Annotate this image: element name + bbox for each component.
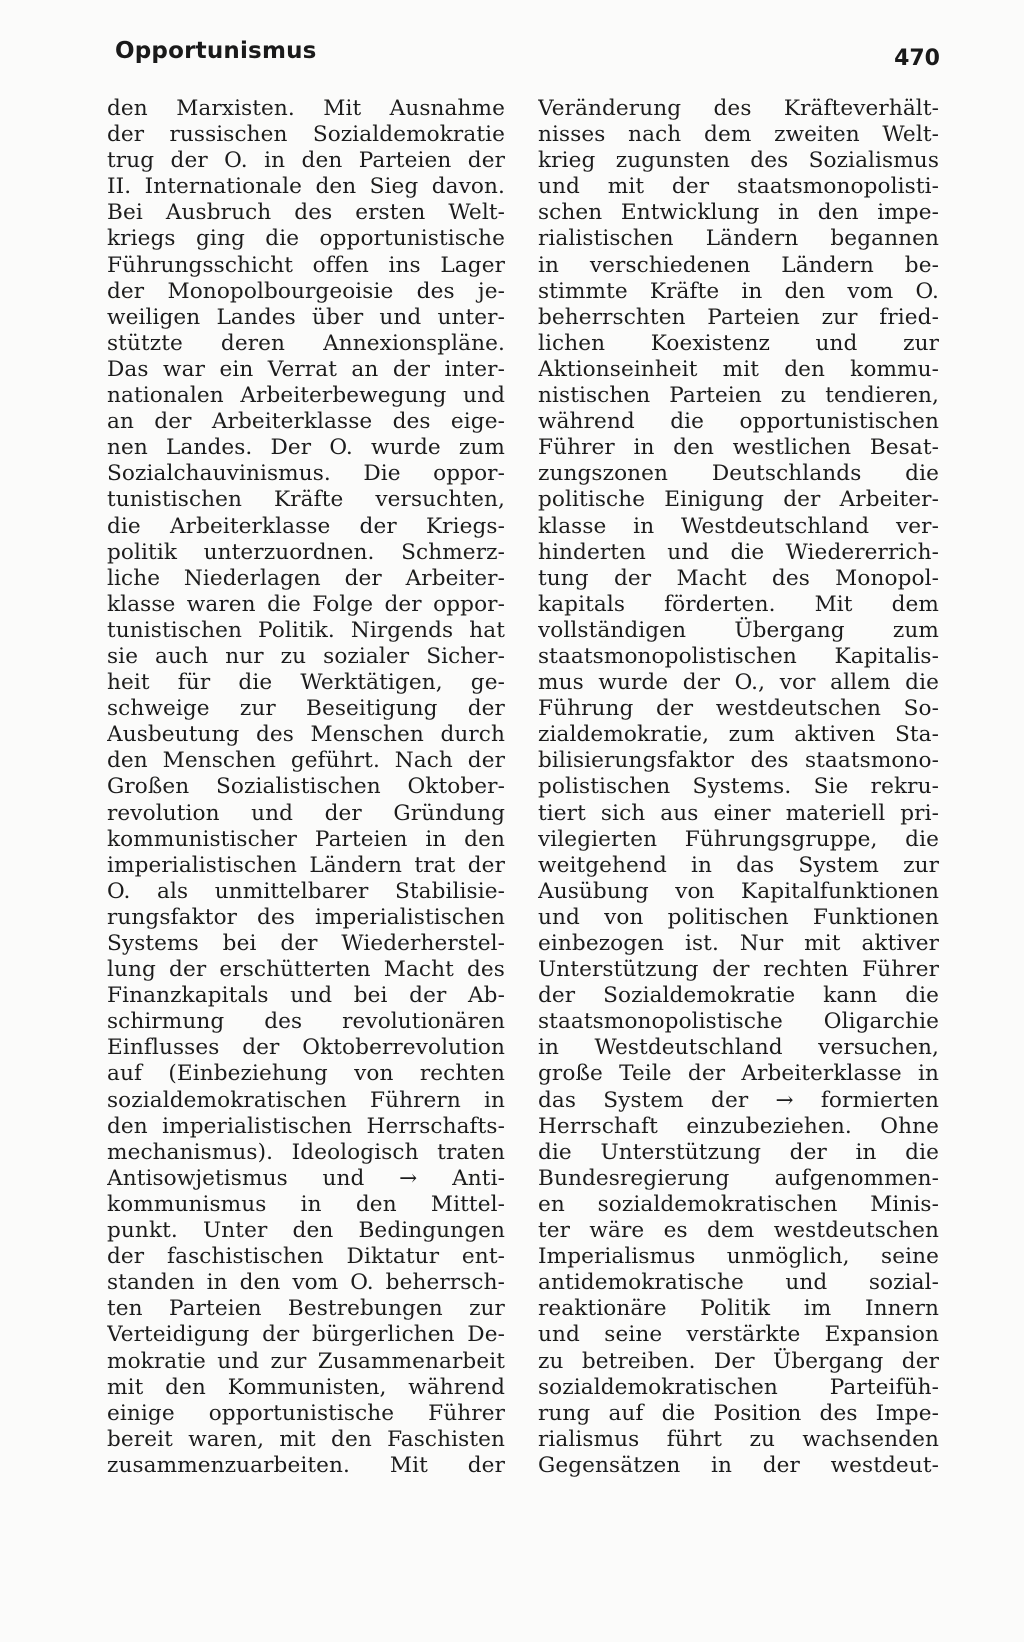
- text-line: der russischen Sozialdemokratie: [107, 122, 505, 148]
- text-line: Verteidigung der bürgerlichen De-: [107, 1322, 505, 1348]
- text-line: klasse waren die Folge der oppor-: [107, 591, 505, 617]
- text-line: die Arbeiterklasse der Kriegs-: [107, 513, 505, 539]
- text-line: kriegs ging die opportunistische: [107, 226, 505, 252]
- text-line: mokratie und zur Zusammenarbeit: [107, 1348, 505, 1374]
- text-line: Einflusses der Oktoberrevolution: [107, 1035, 505, 1061]
- text-line: antidemokratische und sozial-: [538, 1270, 939, 1296]
- text-line: vilegierten Führungsgruppe, die: [538, 826, 939, 852]
- text-line: den Menschen geführt. Nach der: [107, 748, 505, 774]
- text-line: an der Arbeiterklasse des eige-: [107, 409, 505, 435]
- text-line: Herrschaft einzubeziehen. Ohne: [538, 1113, 939, 1139]
- text-line: mit den Kommunisten, während: [107, 1374, 505, 1400]
- text-line: krieg zugunsten des Sozialismus: [538, 148, 939, 174]
- text-line: große Teile der Arbeiterklasse in: [538, 1061, 939, 1087]
- text-line: den Marxisten. Mit Ausnahme: [107, 96, 505, 121]
- text-line: Unterstützung der rechten Führer: [538, 957, 939, 983]
- text-line: Ausbeutung des Menschen durch: [107, 722, 505, 748]
- text-line: Antisowjetismus und → Anti-: [107, 1165, 505, 1191]
- text-line: schirmung des revolutionären: [107, 1009, 505, 1035]
- text-line: stützte deren Annexionspläne.: [107, 330, 505, 356]
- text-line: en sozialdemokratischen Minis-: [538, 1191, 939, 1217]
- text-line: politische Einigung der Arbeiter-: [538, 487, 939, 513]
- text-line: Führer in den westlichen Besat-: [538, 435, 939, 461]
- text-line: der Sozialdemokratie kann die: [538, 983, 939, 1009]
- text-line: nationalen Arbeiterbewegung und: [107, 383, 505, 409]
- text-line: liche Niederlagen der Arbeiter-: [107, 565, 505, 591]
- text-line: Aktionseinheit mit den kommu-: [538, 356, 939, 382]
- text-line: der faschistischen Diktatur ent-: [107, 1244, 505, 1270]
- text-line: zialdemokratie, zum aktiven Sta-: [538, 722, 939, 748]
- text-line: während die opportunistischen: [538, 409, 939, 435]
- text-line: und von politischen Funktionen: [538, 904, 939, 930]
- text-line: lichen Koexistenz und zur: [538, 330, 939, 356]
- text-line: Ausübung von Kapitalfunktionen: [538, 878, 939, 904]
- text-line: staatsmonopolistische Oligarchie: [538, 1009, 939, 1035]
- text-line: politik unterzuordnen. Schmerz-: [107, 539, 505, 565]
- page-number: 470: [894, 46, 940, 71]
- text-line: punkt. Unter den Bedingungen: [107, 1218, 505, 1244]
- text-line: rialistischen Ländern begannen: [538, 226, 939, 252]
- text-line: staatsmonopolistischen Kapitalis-: [538, 643, 939, 669]
- text-line: Führungsschicht offen ins Lager: [107, 252, 505, 278]
- text-line: mechanismus). Ideologisch traten: [107, 1139, 505, 1165]
- text-line: die Unterstützung der in die: [538, 1139, 939, 1165]
- text-line: polistischen Systems. Sie rekru-: [538, 774, 939, 800]
- text-line: imperialistischen Ländern trat der: [107, 852, 505, 878]
- text-line: heit für die Werktätigen, ge-: [107, 670, 505, 696]
- text-line: Systems bei der Wiederherstel-: [107, 931, 505, 956]
- text-line: hinderten und die Wiedererrich-: [538, 539, 939, 565]
- text-line: Finanzkapitals und bei der Ab-: [107, 983, 505, 1009]
- text-line: zusammenzuarbeiten. Mit der: [107, 1452, 505, 1478]
- text-line: weiligen Landes über und unter-: [107, 304, 505, 330]
- text-line: reaktionäre Politik im Innern: [538, 1296, 939, 1322]
- text-line: schen Entwicklung in den impe-: [538, 200, 939, 226]
- text-line: ter wäre es dem westdeutschen: [538, 1218, 939, 1244]
- text-line: Großen Sozialistischen Oktober-: [107, 774, 505, 800]
- text-line: tunistischen Politik. Nirgends hat: [107, 617, 505, 643]
- text-line: Gegensätzen in der westdeut-: [538, 1452, 939, 1478]
- text-line: nen Landes. Der O. wurde zum: [107, 435, 505, 461]
- text-line: einige opportunistische Führer: [107, 1400, 505, 1426]
- text-line: O. als unmittelbarer Stabilisie-: [107, 878, 505, 904]
- text-line: beherrschten Parteien zur fried-: [538, 304, 939, 330]
- text-line: stimmte Kräfte in den vom O.: [538, 278, 939, 304]
- text-line: und mit der staatsmonopolisti-: [538, 174, 939, 200]
- text-line: Veränderung des Kräfteverhält-: [538, 96, 939, 121]
- text-line: weitgehend in das System zur: [538, 852, 939, 878]
- text-line: und seine verstärkte Expansion: [538, 1322, 939, 1348]
- text-line: rung auf die Position des Impe-: [538, 1400, 939, 1426]
- text-line: II. Internationale den Sieg davon.: [107, 174, 505, 200]
- text-line: mus wurde der O., vor allem die: [538, 670, 939, 696]
- text-line: in verschiedenen Ländern be-: [538, 252, 939, 278]
- left-text-column: [107, 96, 505, 1516]
- text-line: Bundesregierung aufgenommen-: [538, 1165, 939, 1191]
- text-line: rungsfaktor des imperialistischen: [107, 904, 505, 930]
- text-line: tunistischen Kräfte versuchten,: [107, 487, 505, 513]
- text-line: Führung der westdeutschen So-: [538, 696, 939, 722]
- text-line: nistischen Parteien zu tendieren,: [538, 383, 939, 409]
- text-line: klasse in Westdeutschland ver-: [538, 513, 939, 539]
- text-line: Das war ein Verrat an der inter-: [107, 356, 505, 382]
- text-line: lung der erschütterten Macht des: [107, 957, 505, 983]
- text-line: Imperialismus unmöglich, seine: [538, 1244, 939, 1270]
- text-line: kommunistischer Parteien in den: [107, 826, 505, 852]
- text-line: das System der → formierten: [538, 1087, 939, 1113]
- text-line: revolution und der Gründung: [107, 800, 505, 826]
- text-line: tiert sich aus einer materiell pri-: [538, 800, 939, 826]
- text-line: bilisierungsfaktor des staatsmono-: [538, 748, 939, 774]
- text-line: sie auch nur zu sozialer Sicher-: [107, 643, 505, 669]
- text-line: sozialdemokratischen Führern in: [107, 1087, 505, 1113]
- text-line: Bei Ausbruch des ersten Welt-: [107, 200, 505, 226]
- text-line: der Monopolbourgeoisie des je-: [107, 278, 505, 304]
- text-line: bereit waren, mit den Faschisten: [107, 1426, 505, 1452]
- text-line: kommunismus in den Mittel-: [107, 1191, 505, 1217]
- text-line: sozialdemokratischen Parteifüh-: [538, 1374, 939, 1400]
- text-line: tung der Macht des Monopol-: [538, 565, 939, 591]
- text-line: schweige zur Beseitigung der: [107, 696, 505, 722]
- text-line: in Westdeutschland versuchen,: [538, 1035, 939, 1061]
- text-line: den imperialistischen Herrschafts-: [107, 1113, 505, 1139]
- text-line: zungszonen Deutschlands die: [538, 461, 939, 487]
- text-line: Sozialchauvinismus. Die oppor-: [107, 461, 505, 487]
- text-line: rialismus führt zu wachsenden: [538, 1426, 939, 1452]
- text-line: einbezogen ist. Nur mit aktiver: [538, 931, 939, 956]
- text-line: nisses nach dem zweiten Welt-: [538, 122, 939, 148]
- text-line: vollständigen Übergang zum: [538, 617, 939, 643]
- running-head-title: Opportunismus: [115, 38, 317, 64]
- right-text-column: [538, 96, 939, 1516]
- text-line: trug der O. in den Parteien der: [107, 148, 505, 174]
- text-line: ten Parteien Bestrebungen zur: [107, 1296, 505, 1322]
- text-line: standen in den vom O. beherrsch-: [107, 1270, 505, 1296]
- text-line: zu betreiben. Der Übergang der: [538, 1348, 939, 1374]
- text-line: kapitals förderten. Mit dem: [538, 591, 939, 617]
- text-line: auf (Einbeziehung von rechten: [107, 1061, 505, 1087]
